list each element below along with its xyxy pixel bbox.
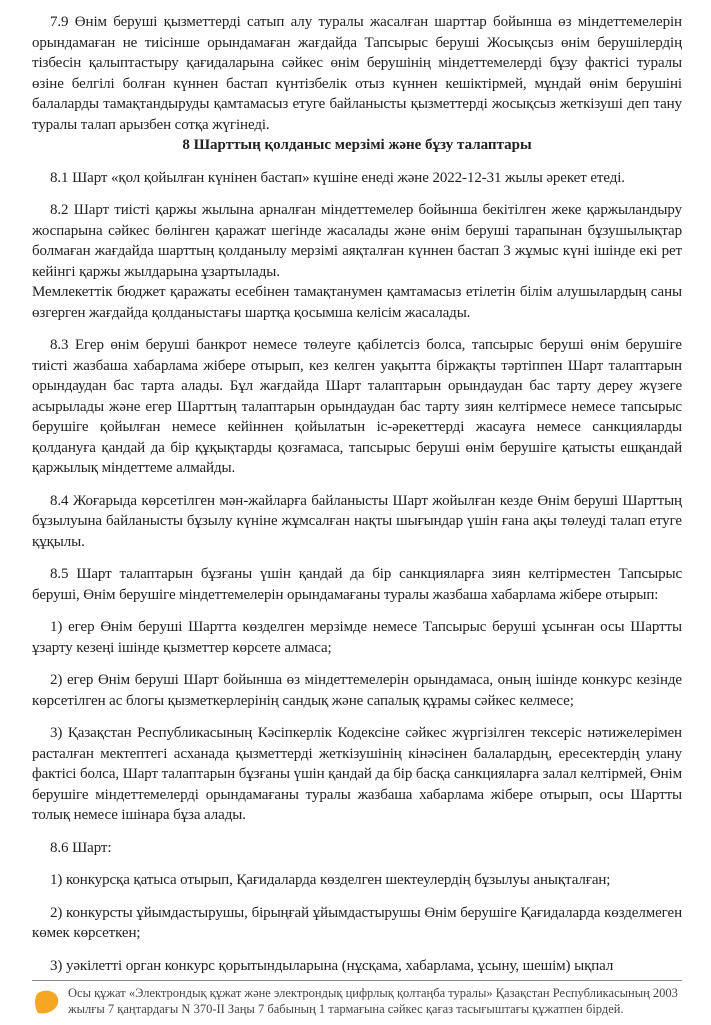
footer-divider: [32, 980, 682, 981]
paragraph-8-6-item-2: 2) конкурсты ұйымдастырушы, бірыңғай ұйымдастырушы Өнім берушіге Қағидаларда көзделмеген көмек көрсеткен;: [32, 904, 682, 941]
paragraph-8-4: 8.4 Жоғарыда көрсетілген мән-жайларға байланысты Шарт жойылған кезде Өнім беруші Шарттың бұзылуына байланысты бұзылу күніне жұмсалған нақты шығындар үшін ғана ақы төлеуді талап етуге құқылы.: [32, 492, 682, 550]
paragraph-8-5-item-2: 2) егер Өнім беруші Шарт бойынша өз міндеттемелерін орындамаса, оның ішінде конкурс кезінде көрсетілген ас блогы қызметкерлерінің сандық және сапалық құрамы сәйкес келмесе;: [32, 672, 682, 709]
egov-logo-icon: [32, 989, 60, 1019]
paragraph-7-9: 7.9 Өнім беруші қызметтерді сатып алу туралы жасалған шарттар бойынша өз міндеттемелерін орындамаған не тиісінше орындамаған жағдайда Тапсырыс беруші Жосықсыз өнім берушілердің тізбесін қалыптастыру қағидаларына сәйкес өнім берушінің міндеттемелерді бұзу фактісі туралы өзіне белгілі болған күннен бастап күнтізбелік отыз күннен кешіктірмей, мұндай өнім берушіні балаларды тамақтандыруды қамтамасыз етуге байланысты қызметтерді жосықсыз жеткізуші деп тану туралы талап арызбен сотқа жүгінеді.: [32, 14, 682, 133]
paragraph-8-5: 8.5 Шарт талаптарын бұзғаны үшін қандай да бір санкцияларға зиян келтірместен Тапсырыс беруші, Өнім берушіге міндеттемелерін орындамағаны туралы жазбаша хабарлама жібере отырып:: [32, 566, 682, 603]
paragraph-8-2-addendum: Мемлекеттік бюджет қаражаты есебінен тамақтанумен қамтамасыз етілетін білім алушылардың саны өзгерген жағдайда қолданыстағы шартқа қосымша келісім жасалады.: [32, 284, 682, 321]
paragraph-8-6: 8.6 Шарт:: [50, 839, 112, 856]
paragraph-8-5-item-3: 3) Қазақстан Республикасының Кәсіпкерлік Кодексіне сәйкес жүргізілген тексеріс нәтижелерімен расталған мектептегі асханада қызметтерді жеткізушінің кінәсінен балалардың, ересектердің улану фактісі болса, Шарт талаптарын бұзғаны үшін қандай да бір басқа санкцияларға залал келтірмей, Өнім берушіге міндеттемелерді орындамағаны туралы жазбаша хабарлама жібере отырып, осы Шартты толық немесе ішінара бұза алады.: [32, 725, 682, 823]
paragraph-8-6-item-3: 3) уәкілетті орган конкурс қорытындыларына (нұсқама, хабарлама, ұсыну, шешім) ықпал: [50, 957, 614, 974]
paragraph-8-3: 8.3 Егер өнім беруші банкрот немесе төлеуге қабілетсіз болса, тапсырыс беруші өнім берушіге тиісті жазбаша хабарлама жібере отырып, кез келген уақытта біржақты тәртіппен Шарт талаптарын орындаудан бас тарта алады. Бұл жағдайда Шарт талаптарын орындаудан бас тарту дереу жүзеге асырылады және егер Шарттың талаптарын орындаудан бас тарту зиян келтірмесе немесе тапсырыс берушіге қойылған немесе кейіннен қойылатын іс-әрекеттерді жасауға немесе санкцияларды қолдануға қандай да бір құқықтарды қозғамаса, тапсырыс беруші өнім берушіге қатысты ешқандай қаржылық міндеттеме алмайды.: [32, 337, 682, 476]
paragraph-8-2: 8.2 Шарт тиісті қаржы жылына арналған міндеттемелер бойынша бекітілген жеке қаржыландыру жоспарына сәйкес бөлінген қаражат шегінде жасалады және өнім беруші тарапынан бұзушылықтар болмаған жағдайда шарттың қолданылу мерзімі аяқталған күннен бастап 3 жұмыс күні ішінде екі рет кейінгі қаржы жылдарына ұзартылады.: [32, 202, 682, 280]
section-heading-8: 8 Шарттың қолданыс мерзімі және бұзу талаптары: [182, 137, 532, 153]
footer: [32, 985, 682, 1019]
paragraph-8-6-item-1: 1) конкурсқа қатыса отырып, Қағидаларда көзделген шектеулердің бұзылуы анықталған;: [50, 872, 611, 888]
paragraph-8-5-item-1: 1) егер Өнім беруші Шартта көзделген мерзімде немесе Тапсырыс беруші ұсынған осы Шартты ұзарту кезеңі ішінде қызметтер көрсете алмаса;: [32, 619, 682, 656]
footer-legal-notice: Осы құжат «Электрондық құжат және электрондық цифрлық қолтаңба туралы» Қазақстан Республикасының 2003 жылғы 7 қаңтардағы N 370-II Заңы 7 бабының 1 тармағына сәйкес қағаз тасығыштағы құжатпен бірдей.: [68, 986, 678, 1016]
paragraph-8-1: 8.1 Шарт «қол қойылған күнінен бастап» күшіне енеді және 2022-12-31 жылы әрекет етеді.: [50, 169, 625, 186]
